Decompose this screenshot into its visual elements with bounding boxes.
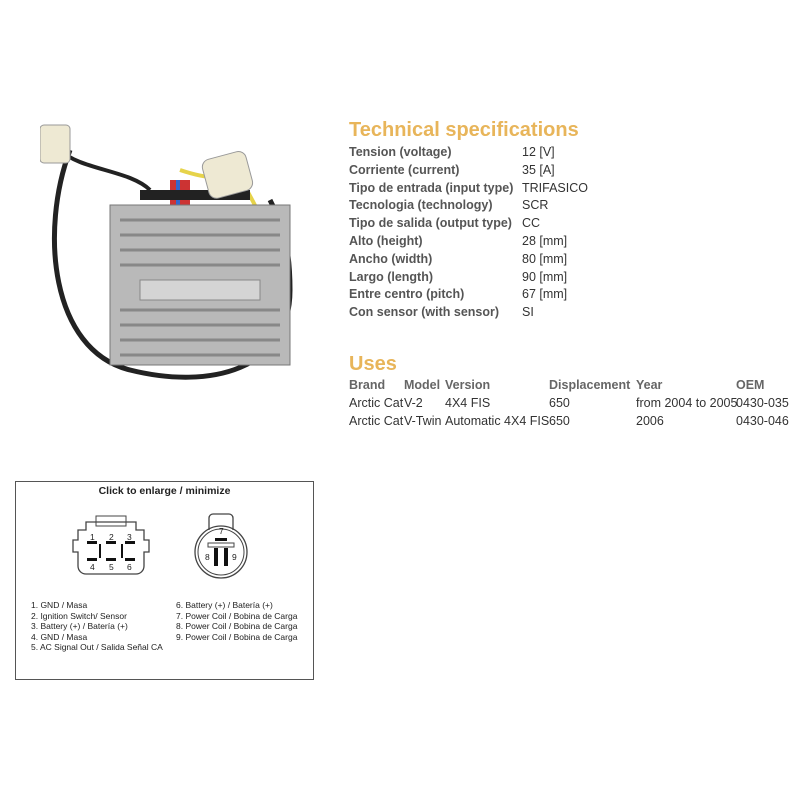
- spec-label: Tipo de entrada (input type): [349, 180, 514, 195]
- table-cell: 2006: [636, 414, 664, 428]
- table-cell: V-Twin: [404, 414, 442, 428]
- column-header: Model: [404, 378, 441, 392]
- column-header: Brand: [349, 378, 386, 392]
- spec-value: 12 [V]: [522, 145, 555, 159]
- pin-legend-item: 5. AC Signal Out / Salida Señal CA: [31, 642, 163, 652]
- pin-6: 6: [127, 562, 132, 572]
- spec-value: 28 [mm]: [522, 234, 568, 248]
- table-cell: Arctic Cat: [349, 414, 404, 428]
- spec-label: Corriente (current): [349, 162, 460, 177]
- table-cell: 0430-035: [736, 396, 789, 410]
- spec-value: CC: [522, 216, 541, 231]
- enlarge-caption[interactable]: Click to enlarge / minimize: [98, 485, 231, 497]
- pin-legend-item: 6. Battery (+) / Batería (+): [176, 600, 273, 610]
- table-cell: from 2004 to 2005: [636, 396, 738, 410]
- table-cell: 650: [549, 396, 570, 410]
- spec-value: 90 [mm]: [522, 269, 568, 284]
- table-cell: Arctic Cat: [349, 396, 404, 410]
- product-image-regulator: [40, 110, 340, 410]
- column-header: Displacement: [549, 378, 631, 392]
- spec-label: Entre centro (pitch): [349, 287, 465, 302]
- pin-legend-item: 2. Ignition Switch/ Sensor: [31, 610, 127, 621]
- pin-7: 7: [219, 526, 224, 536]
- spec-value: TRIFASICO: [522, 180, 588, 195]
- spec-value: 67 [mm]: [522, 287, 568, 302]
- spec-label: Ancho (width): [349, 251, 433, 266]
- table-cell: 0430-046: [736, 414, 789, 428]
- connector-3pin-icon: [191, 510, 251, 580]
- spec-value: SI: [522, 305, 534, 320]
- pin-5: 5: [109, 562, 114, 572]
- pin-legend-item: 3. Battery (+) / Batería (+): [31, 621, 128, 631]
- pin-4: 4: [90, 562, 95, 572]
- pin-legend-item: 7. Power Coil / Bobina de Carga: [176, 610, 298, 621]
- pin-2: 2: [109, 532, 114, 542]
- spec-value: 35 [A]: [522, 162, 555, 177]
- uses-title: Uses: [349, 353, 397, 375]
- pin-3: 3: [127, 532, 132, 542]
- spec-label: Alto (height): [349, 234, 423, 248]
- spec-label: Tecnologia (technology): [349, 198, 493, 213]
- table-cell: Automatic 4X4 FIS: [445, 414, 550, 428]
- spec-label: Tipo de salida (output type): [349, 216, 512, 231]
- spec-value: 80 [mm]: [522, 251, 568, 266]
- spec-value: SCR: [522, 198, 549, 213]
- spec-label: Largo (length): [349, 269, 434, 284]
- spec-label: Tension (voltage): [349, 145, 452, 159]
- table-cell: V-2: [404, 396, 423, 410]
- pin-legend-item: 9. Power Coil / Bobina de Carga: [176, 631, 298, 642]
- pin-legend-item: 8. Power Coil / Bobina de Carga: [176, 621, 298, 631]
- pin-9: 9: [232, 552, 237, 562]
- spec-label: Con sensor (with sensor): [349, 305, 500, 320]
- connector-diagram[interactable]: [15, 481, 314, 680]
- specs-title: Technical specifications: [349, 119, 579, 141]
- column-header: OEM: [736, 378, 765, 392]
- column-header: Year: [636, 378, 663, 392]
- pin-legend-item: 1. GND / Masa: [31, 600, 88, 610]
- column-header: Version: [445, 378, 491, 392]
- pin-legend-item: 4. GND / Masa: [31, 631, 88, 642]
- pin-1: 1: [90, 532, 95, 542]
- pin-8: 8: [205, 552, 210, 562]
- table-cell: 650: [549, 414, 570, 428]
- table-cell: 4X4 FIS: [445, 396, 491, 410]
